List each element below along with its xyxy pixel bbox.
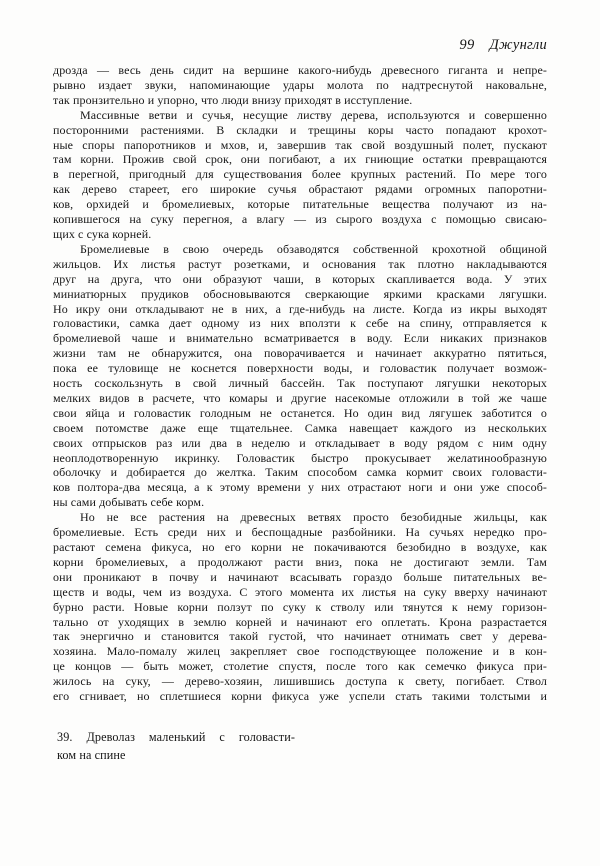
text-line: там корни. Прожив свой срок, они погибают, а их гниющие остатки превращаются — [53, 152, 547, 167]
text-line: Массивные ветви и сучья, несущие листву дерева, используются и совершенно — [80, 107, 547, 122]
text-line: так энергично и становится такой густой, что начинает отнимать свет у дерева- — [53, 629, 547, 644]
text-line: дрозда — весь день сидит на вершине какого-нибудь древесного гиганта и непре- — [53, 63, 547, 77]
text-line: бурно расти. Новые корни ползут по суку к стволу или тянутся к нему горизон- — [53, 599, 547, 614]
text-line: це концов — быть может, столетие спустя, после того как семечко фикуса при- — [53, 659, 547, 674]
text-line: жилось на суку, — дерево-хозяин, лишившись доступа к свету, погибает. Ствол — [53, 674, 547, 689]
text-line: они проникают в почву и начинают всасывать гораздо больше питательных ве- — [53, 569, 547, 584]
text-line: головастики, самка дает одному из них вползти к себе на спину, отправляется к — [53, 316, 547, 331]
text-line: мелких видов в расчете, что комары и другие насекомые отложили в той же чаше — [53, 390, 547, 405]
text-line: оболочку и добирается до желтка. Таким способом самка кормит своих головасти- — [53, 465, 547, 480]
text-line: растают семена фикуса, но его корни не покачиваются безобидно в воздухе, как — [53, 540, 547, 554]
text-line: бромелиевой чаше и внимательно всматривается в воду. Если никаких признаков — [53, 331, 547, 346]
text-line: своем потомстве даже еще тщательнее. Самка навещает каждого из нескольких — [53, 420, 547, 435]
text-line: бромелиевые. Есть среди них и беспощадные разбойники. На сучьях нередко про- — [53, 525, 547, 540]
text-line: ществ и воды, чем из воздуха. С этого момента их листья на суку вверху начинают — [53, 584, 547, 599]
text-line: Бромелиевые в свою очередь обзаводятся собственной крохотной общиной — [80, 241, 547, 256]
text-line: своих отпрысков раз или два в неделю и откладывает в воду рядом с ним одну — [53, 435, 547, 450]
text-line: как дерево стареет, его широкие сучья обрастают рядами огромных папоротни- — [53, 182, 547, 197]
text-line: так пронзительно и упорно, что люди внизу приходят в исступление. — [53, 92, 413, 107]
caption-line: 39. Древолаз маленький с головасти- — [57, 730, 295, 744]
paragraph — [53, 108, 547, 242]
text-line: хозяина. Мало-помалу жилец закрепляет свое господствующее положение и в кон- — [53, 644, 547, 659]
text-line: миниатюрных прудиков обосновываются сверкающие яркими красками лягушки. — [53, 286, 547, 301]
text-line: Но не все растения на древесных ветвях просто безобидные жильцы, как — [80, 510, 547, 525]
text-line: ков, орхидей и бромелиевых, которые питательные вещества получают из на- — [53, 197, 547, 212]
text-line: его сгнивает, но сплетшиеся корни фикуса уже успели стать такими толстыми и — [53, 689, 547, 704]
text-line: в перегной, пригодный для существования более крупных растений. По мере того — [53, 167, 547, 182]
text-line: щих с сука корней. — [53, 226, 152, 241]
text-line: ные споры папоротников и мхов, и, завершив так свой воздушный полет, пускают — [53, 137, 547, 152]
paragraph — [53, 63, 547, 108]
text-line: копившегося на суку перегноя, а влагу — из сырого воздуха с помощью свисаю- — [53, 212, 547, 227]
paragraph — [53, 242, 547, 510]
text-line: пока ее туловище не коснется поверхности воды, и головастик получает возмож- — [53, 361, 547, 376]
figure-caption — [57, 728, 295, 764]
text-block — [53, 63, 547, 704]
text-line: ность соскользнуть в свой личный бассейн. Так поступают лягушки некоторых — [53, 376, 547, 391]
text-line: неоплодотворенную икринку. Головастик быстро прокусывает желатинообразную — [53, 450, 547, 465]
text-line: рывно издает звуки, напоминающие удары молота по надтреснутой наковальне, — [53, 77, 547, 92]
text-line: тально от уходящих в землю корней и начинают его оплетать. Крона разрастается — [53, 614, 547, 629]
text-line: свои яйца и головастик голодным не останется. Но один вид лягушек заботится о — [53, 405, 547, 420]
running-title: Джунгли — [489, 37, 547, 53]
text-line: Но икру они откладывают не в них, а где-нибудь на листе. Когда из икры выходят — [53, 301, 547, 316]
text-line: корни бромелиевых, а продолжают расти вниз, пока не достигают земли. Там — [53, 554, 547, 569]
text-line: друг на друга, что они образуют чаши, в которых скапливается вода. У этих — [53, 271, 547, 286]
running-head — [459, 37, 547, 54]
paragraph — [53, 510, 547, 704]
text-line: посторонними растениями. В складки и трещины коры часто попадают крохот- — [53, 122, 547, 137]
text-line: жизни там не обнаружится, она поворачивается и начинает аккуратно пятиться, — [53, 346, 547, 361]
text-line: ков полтора-два месяца, а к этому времени у них отрастают ноги и они уже способ- — [53, 480, 547, 495]
text-line: жильцов. Их листья растут розетками, и основания так плотно накладываются — [53, 256, 547, 271]
page-number: 99 — [459, 37, 475, 53]
caption-line: ком на спине — [57, 748, 126, 762]
text-line: ны сами добывать себе корм. — [53, 495, 205, 510]
